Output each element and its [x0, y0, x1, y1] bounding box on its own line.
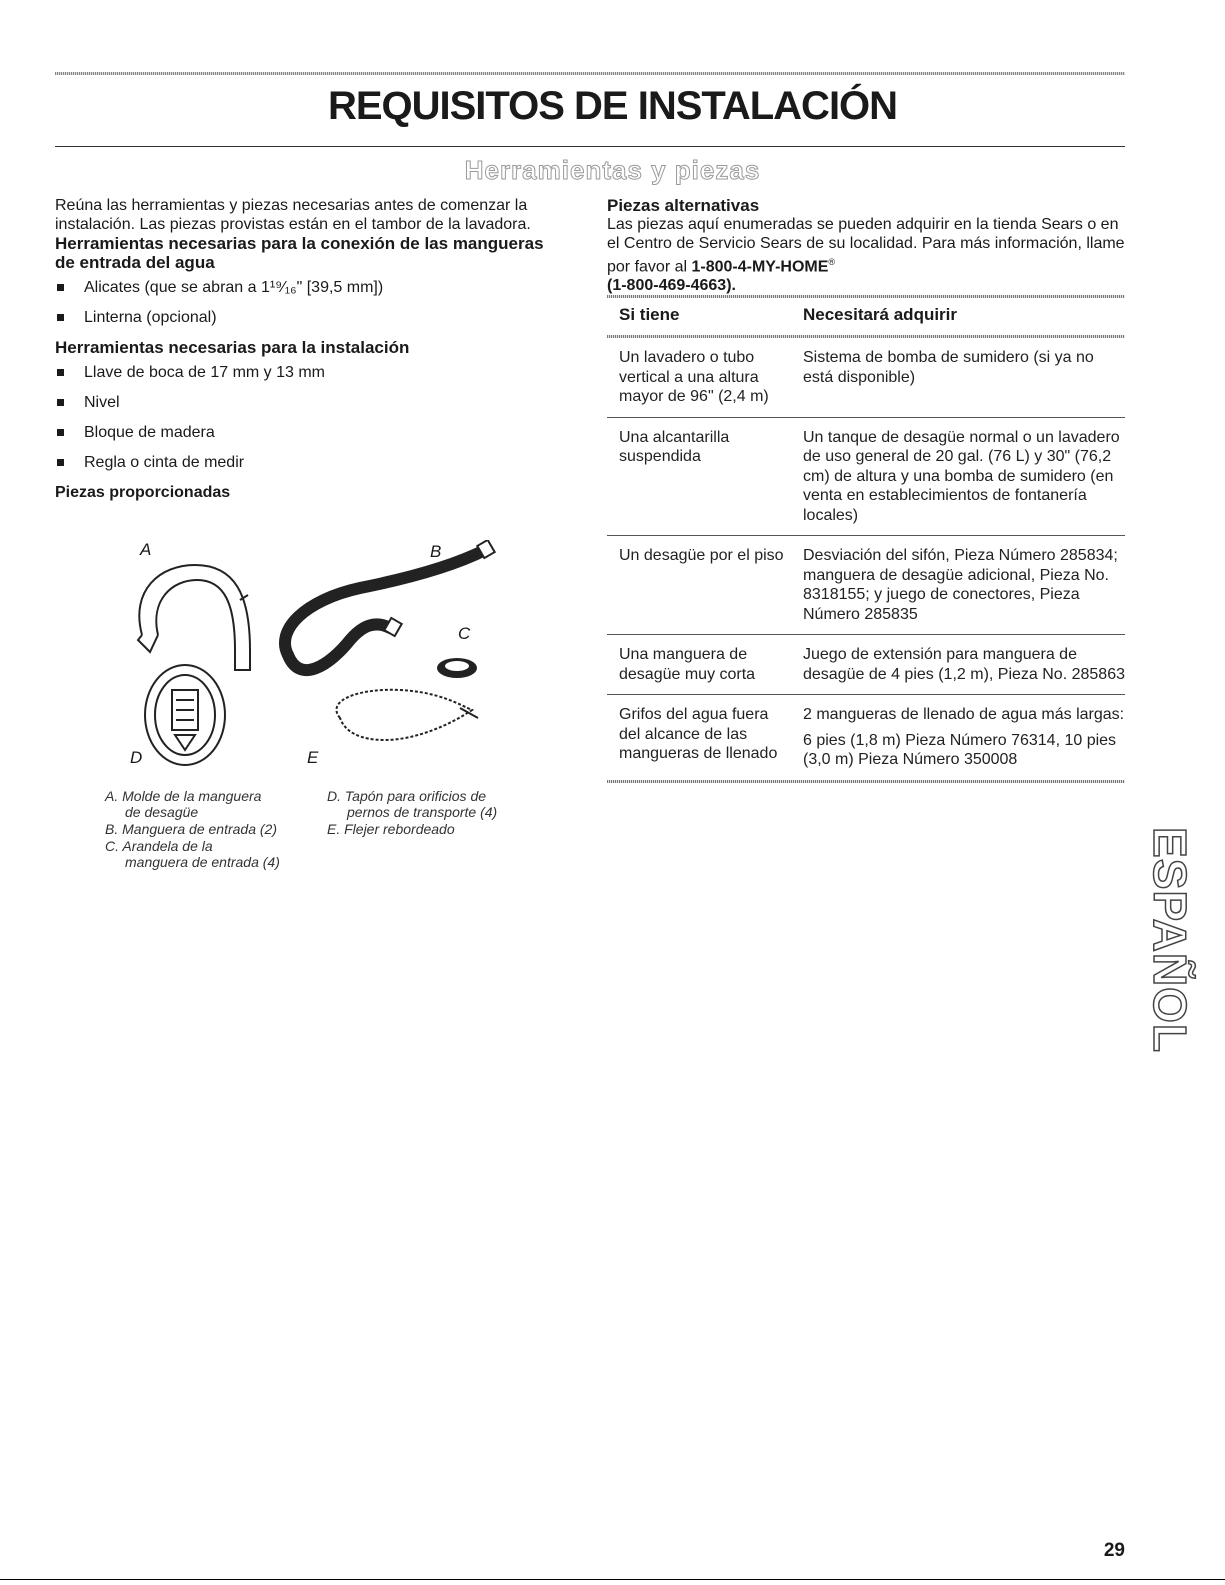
- list-item: Bloque de madera: [55, 423, 565, 453]
- caption-text: manguera de entrada (4): [125, 854, 280, 870]
- caption-b: [105, 821, 325, 837]
- page-title: REQUISITOS DE INSTALACIÓN: [327, 84, 898, 128]
- cell-have: Grifos del agua fuera del alcance de las mangueras de llenado: [619, 706, 778, 763]
- top-dotted-rule: [55, 72, 1125, 75]
- figure-label-a: A: [140, 540, 152, 559]
- right-column: [607, 196, 1125, 783]
- cell-need: Juego de extensión para manguera de desagüe de 4 pies (1,2 m), Pieza No. 285863: [791, 635, 1125, 695]
- table-row: [607, 417, 1125, 536]
- parts-drawing: [100, 540, 540, 780]
- caption-text: E. Flejer rebordeado: [327, 821, 455, 837]
- caption-a: [105, 788, 325, 820]
- transport-plug-drawing: [145, 665, 225, 765]
- language-side-tab: [1145, 820, 1195, 1060]
- caption-text: pernos de transporte (4): [347, 804, 498, 820]
- table-bottom-rule: [607, 780, 1125, 783]
- caption-text: A. Molde de la manguera: [105, 788, 262, 804]
- caption-text: D. Tapón para orificios de: [327, 788, 487, 804]
- cell-have: Una alcantarilla suspendida: [607, 417, 791, 536]
- caption-column-left: [105, 788, 325, 871]
- heading-hose-tools: Herramientas necesarias para la conexión de las mangueras de entrada del agua: [55, 234, 544, 272]
- figure-label-e: E: [307, 748, 319, 767]
- heading-alternative-parts: Piezas alternativas: [607, 196, 760, 215]
- cell-have: Una manguera de desagüe muy corta: [607, 635, 791, 695]
- cell-need: [791, 695, 1125, 780]
- cell-have: Un desagüe por el piso: [607, 536, 791, 635]
- column-header-have: Si tiene: [619, 305, 680, 325]
- cell-need-text: 6 pies (1,8 m) Pieza Número 76314, 10 pies (3,0 m) Pieza Número 350008: [803, 731, 1117, 769]
- figure-label-c: C: [458, 624, 471, 643]
- caption-text: B. Manguera de entrada (2): [105, 821, 277, 837]
- registered-mark: ®: [828, 257, 836, 267]
- list-item: Llave de boca de 17 mm y 13 mm: [55, 363, 565, 393]
- list-item: Regla o cinta de medir: [55, 453, 565, 483]
- alternative-parts-table: [607, 298, 1125, 780]
- language-label: ESPAÑOL: [1144, 827, 1196, 1053]
- figure-label-b: B: [430, 542, 442, 561]
- table-row: [607, 695, 1125, 780]
- heading-install-tools: Herramientas necesarias para la instalación: [55, 338, 410, 357]
- title-rule: [55, 146, 1125, 147]
- washer-drawing: [437, 658, 477, 678]
- caption-d: [327, 788, 547, 820]
- inlet-hose-drawing: [285, 540, 495, 670]
- table-row: [607, 338, 1125, 417]
- section-title: Herramientas y piezas: [464, 155, 761, 185]
- list-item: Nivel: [55, 393, 565, 423]
- drain-hose-form-drawing: [138, 565, 250, 670]
- caption-column-right: [327, 788, 547, 838]
- heading-parts-supplied: Piezas proporcionadas: [55, 484, 231, 501]
- intro-text: Las piezas aquí enumeradas se pueden adquirir en la tienda Sears o en el Centro de Servicio Sears de su localidad. Para más información, llame por favor al: [607, 216, 1125, 276]
- cell-need-text: 2 mangueras de llenado de agua más largas:: [803, 706, 1125, 724]
- caption-c: [105, 838, 325, 870]
- caption-e: [327, 821, 547, 837]
- figure-label-d: D: [130, 748, 143, 767]
- list-item: Alicates (que se abran a 1¹⁹⁄₁₆" [39,5 mm]): [55, 278, 565, 308]
- install-tools-list: [55, 363, 565, 483]
- list-item: Linterna (opcional): [55, 308, 565, 338]
- intro-text: Reúna las herramientas y piezas necesarias antes de comenzar la instalación. Las piezas provistas están en el tambor de la lavadora.: [55, 197, 531, 233]
- cell-need: Desviación del sifón, Pieza Número 285834; manguera de desagüe adicional, Pieza No. 8318155; y juego de conectores, Pieza Número 285835: [791, 536, 1125, 635]
- cell-need: Un tanque de desagüe normal o un lavadero de uso general de 20 gal. (76 L) y 30" (76,2 cm) de altura y una bomba de sumidero (en venta en establecimientos de fontanería locales): [791, 417, 1125, 536]
- bottom-rule: [0, 1579, 1225, 1580]
- caption-text: C. Arandela de la: [105, 838, 213, 854]
- column-header-need: Necesitará adquirir: [803, 305, 958, 325]
- hose-tools-list: [55, 278, 565, 338]
- alternative-parts-intro: [607, 215, 1125, 295]
- page-number: 29: [1103, 1540, 1125, 1561]
- strap-drawing: [336, 690, 478, 740]
- caption-text: de desagüe: [125, 804, 199, 820]
- phone-number-alt: (1-800-469-4663).: [607, 277, 736, 295]
- cell-have: Un lavadero o tubo vertical a una altura mayor de 96" (2,4 m): [607, 338, 791, 417]
- left-column: [55, 196, 565, 502]
- parts-illustration: [100, 540, 540, 780]
- cell-need: Sistema de bomba de sumidero (si ya no está disponible): [791, 338, 1125, 417]
- table-header-row: [607, 298, 1125, 335]
- phone-number: 1-800-4-MY-HOME: [691, 258, 829, 276]
- table-row: [607, 635, 1125, 695]
- table-row: [607, 536, 1125, 635]
